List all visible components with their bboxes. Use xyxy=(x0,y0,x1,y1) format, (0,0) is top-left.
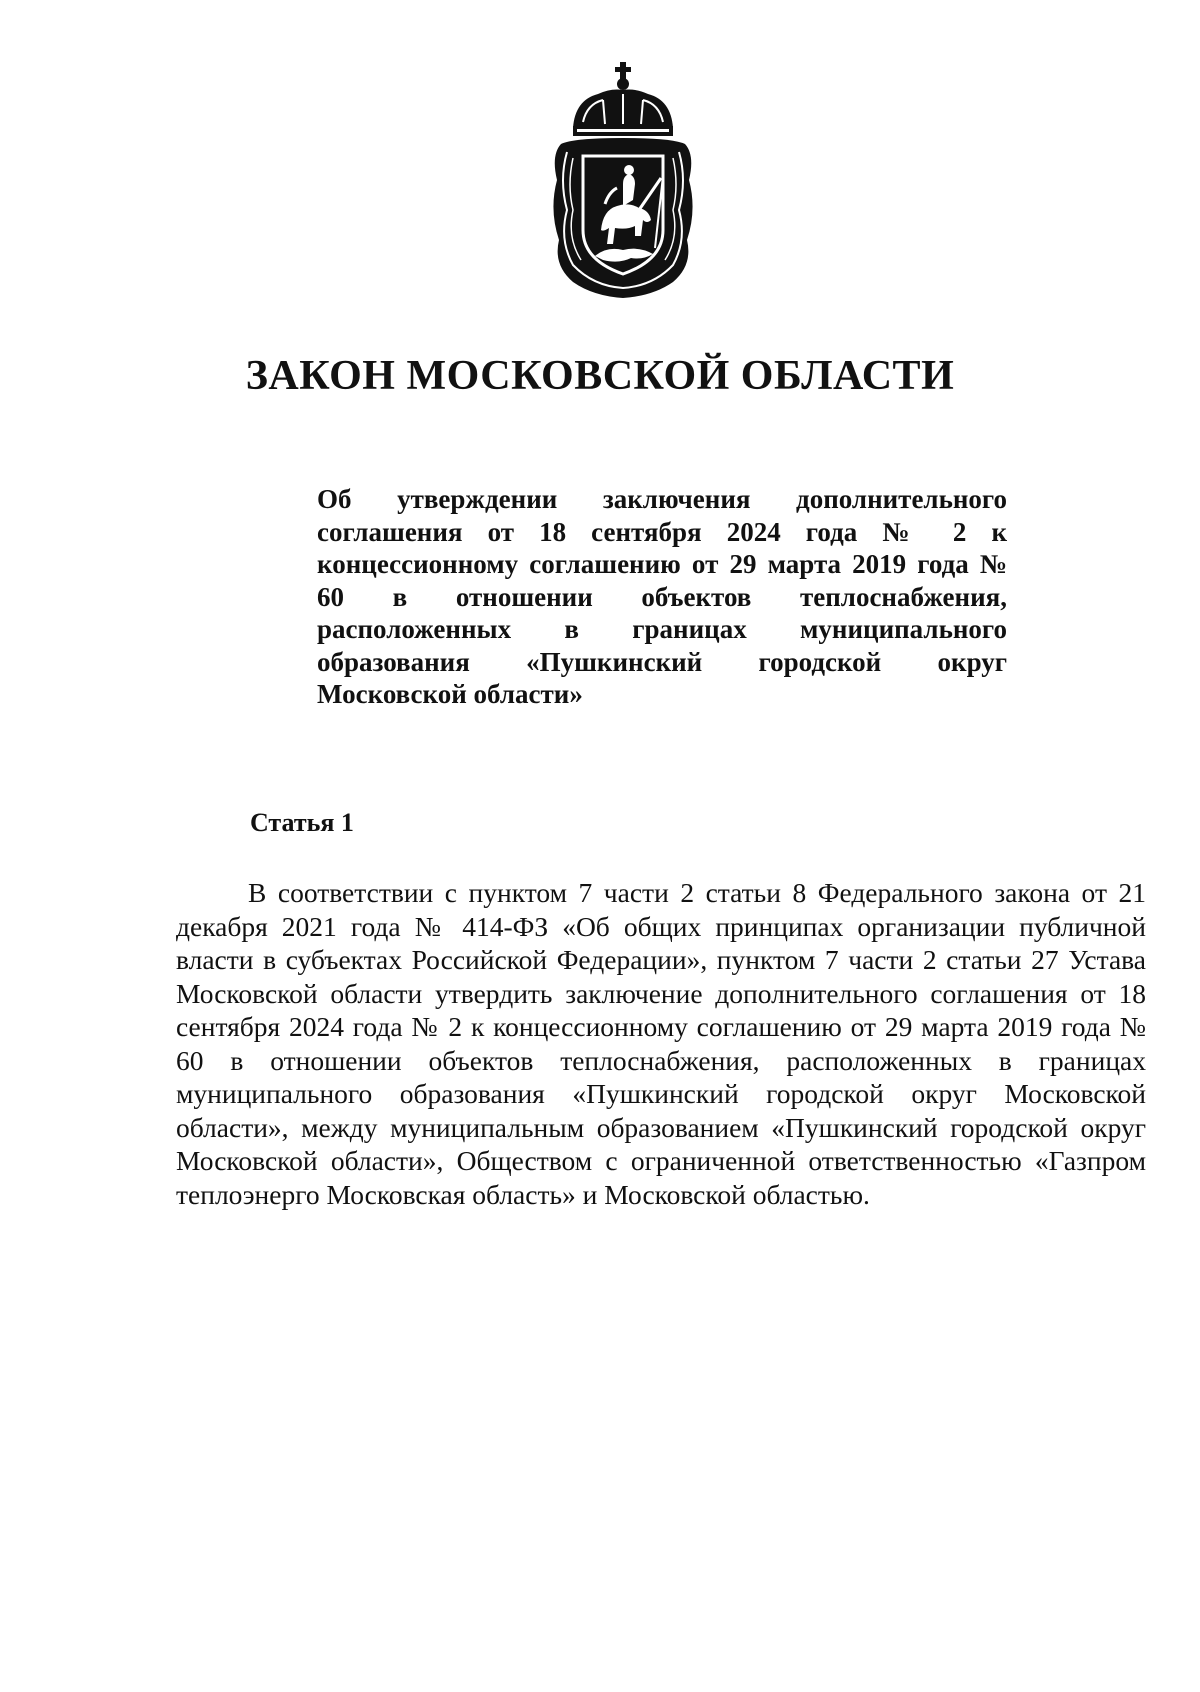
coat-of-arms-icon xyxy=(543,60,703,300)
law-title: ЗАКОН МОСКОВСКОЙ ОБЛАСТИ xyxy=(245,353,955,399)
article-body: В соответствии с пунктом 7 части 2 статьи 8 Федерального закона от 21 декабря 2021 года № 414-ФЗ «Об общих принципах организации публичной власти в субъектах Российской Федерации», пунктом 7 части 2 статьи 27 Устава Московской области утвердить заключение дополнительного соглашения от 18 сентября 2024 года № 2 к концессионному соглашению от 29 марта 2019 года № 60 в отношении объектов теплоснабжения, расположенных в границах муниципального образования «Пушкинский городской округ Московской области», между муниципальным образованием «Пушкинский городской округ Московской области», Обществом с ограниченной ответственностью «Газпром теплоэнерго Московская область» и Московской областью. xyxy=(176,877,1146,1210)
article-heading: Статья 1 xyxy=(250,808,354,837)
law-subject: Об утверждении заключения дополнительного соглашения от 18 сентября 2024 года № 2 к концессионному соглашению от 29 марта 2019 года № 60 в отношении объектов теплоснабжения, расположенных в границах муниципального образования «Пушкинский городской округ Московской области» xyxy=(317,484,1007,709)
